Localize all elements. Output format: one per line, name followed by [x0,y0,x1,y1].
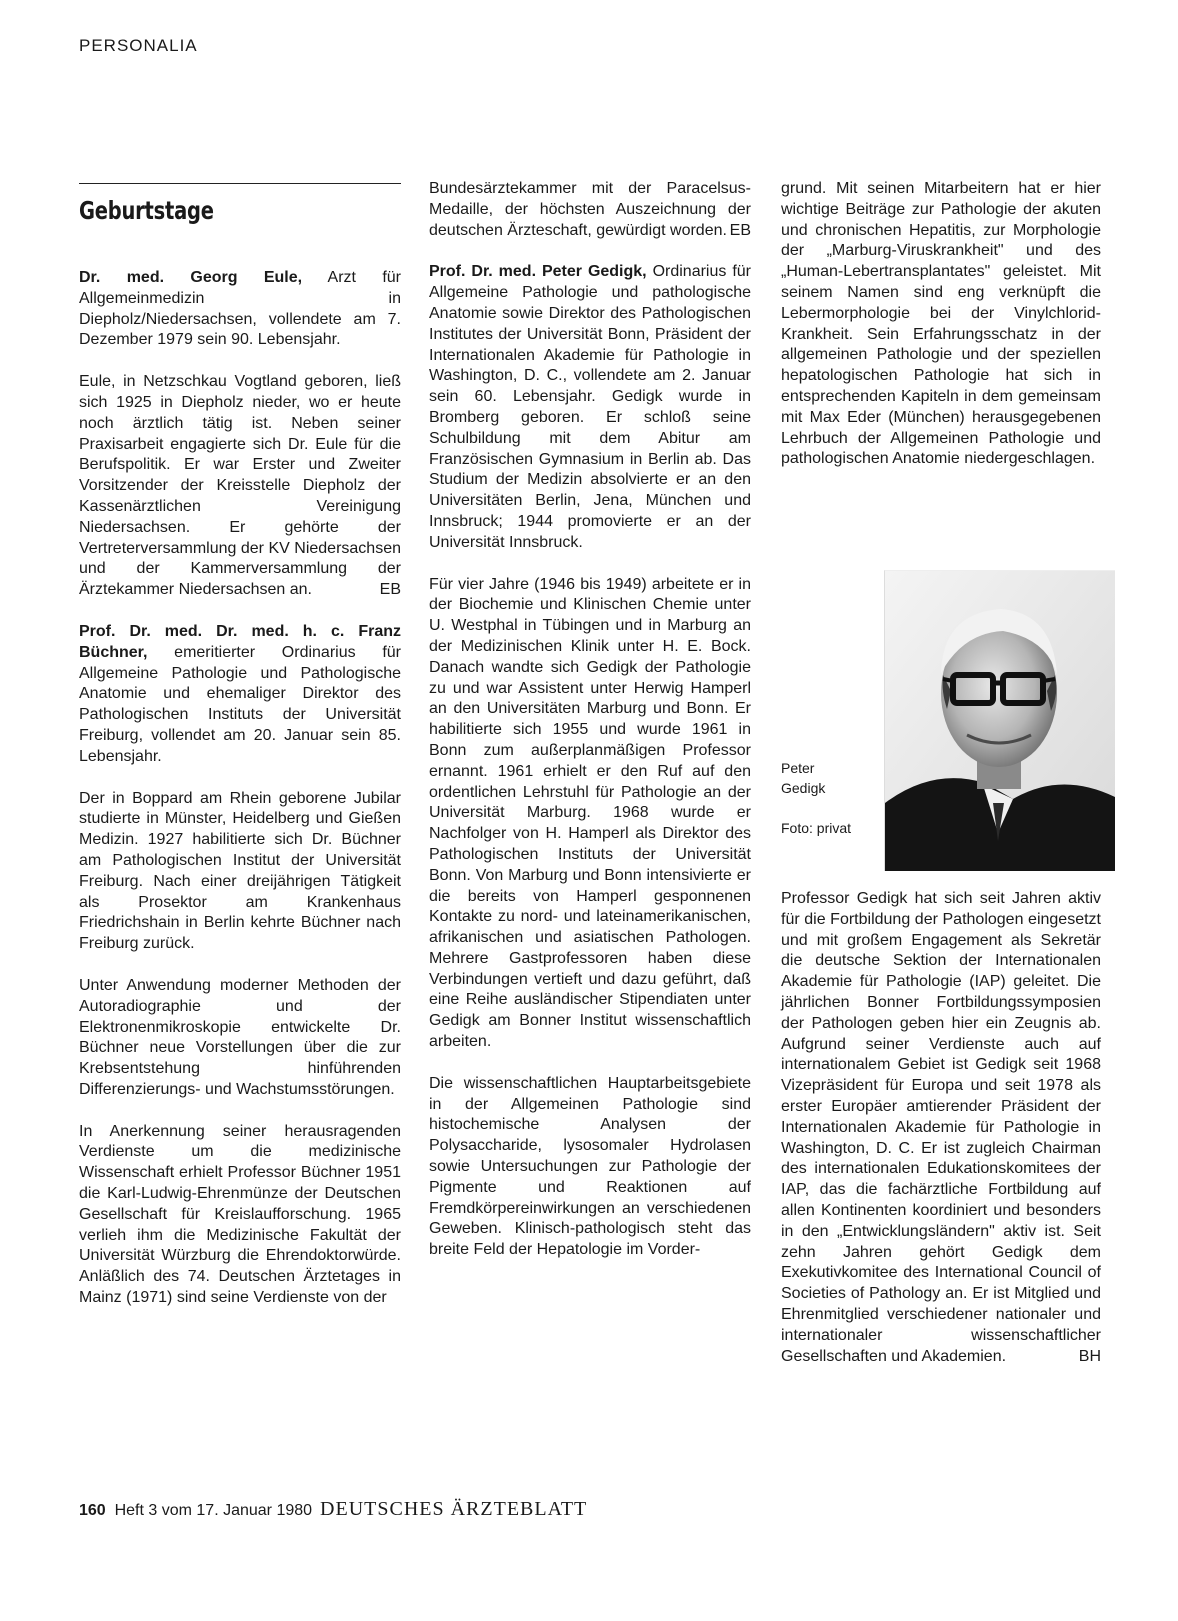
author-signature: EB [379,581,401,599]
paragraph-eule-intro: Dr. med. Georg Eule, Arzt für Allgemeinmedizin in Diepholz/Niedersachsen, vollendete am 7. Dezember 1979 sein 90. Lebensjahr. [79,269,402,349]
photo-credit: Foto: privat [781,820,852,836]
issue-info: Heft 3 vom 17. Januar 1980 [114,1502,313,1519]
paragraph-buechner-research: Unter Anwendung moderner Methoden der Autoradiographie und der Elektronenmikroskopie entwickelte Dr. Büchner neue Vorstellungen über die zur Krebsentstehung hinführenden Differenzierungs- und Wachstumsstörungen. [79,976,401,1098]
paragraph-gedigk-career: Für vier Jahre (1946 bis 1949) arbeitete er in der Biochemie und Klinischen Chemie unter U. Westphal in Tübingen und in Marburg an der Medizinischen Klinik unter H. E. Bock. Danach wandte sich Gedigk der Pathologie zu und war Assistent unter Herwig Hamperl an den Universitäten Marburg und Bonn. Er habilitierte sich 1955 und wurde 1961 in Bonn zum außerplanmäßigen Professor ernannt. 1961 erhielt er den Ruf auf den ordentlichen Lehrstuhl für Pathologie an der Universität Marburg. 1968 wurde er Nachfolger von H. Hamperl als Direktor des Pathologischen Instituts der Universität Bonn. Von Marburg und Bonn intensivierte er die bereits von Hamperl gesponnenen Kontakte zu nord- und lateinamerikanischen, afrikanischen und asiatischen Pathologen. Mehrere Gastprofessoren haben diese Verbindungen vertieft und dazu geführt, daß eine Reihe ausländischer Stipendiaten unter Gedigk am Bonner Institut wissenschaftlich arbeiten. [429,575,751,1051]
page-number: 160 [79,1502,106,1519]
column-1 [79,268,401,1309]
paragraph-buechner-intro: Prof. Dr. med. Dr. med. h. c. Franz Büchner, emeritierter Ordinarius für Allgemeine Pathologie und Pathologische Anatomie und ehemaliger Direktor des Pathologischen Instituts der Universität Freiburg, vollendet am 20. Januar sein 85. Lebensjahr. [79,622,401,765]
page-footer [79,1498,587,1521]
portrait-photo [884,570,1115,871]
paragraph-buechner-honors-cont: Bundesärztekammer mit der Paracelsus-Medaille, der höchsten Auszeichnung der deutschen Ärzteschaft, gewürdigt worden. EB [429,179,751,241]
column-3-bottom [781,889,1101,1367]
author-signature: BH [1078,1347,1101,1365]
column-2 [429,179,751,1261]
column-3-top [781,179,1101,470]
photo-caption-name: Peter Gedigk [781,760,826,796]
author-signature: EB [729,221,751,239]
paragraph-gedigk-research-cont: grund. Mit seinen Mitarbeitern hat er hier wichtige Beiträge zur Pathologie der akuten und chronischen Hepatitis, zur Morphologie der „Marburg-Viruskrankheit" und des „Human-Lebertransplantates" geleistet. Mit seinem Namen sind eng verknüpft die Lebermorphologie bei der Vinylchlorid-Krankheit. Sein Erfahrungsschatz in der allgemeinen Pathologie und der speziellen hepatologischen Pathologie hat sich in entsprechenden Kapiteln in dem gemeinsam mit Max Eder (München) herausgegebenen Lehrbuch der Allgemeinen Pathologie und pathologischen Anatomie niedergeschlagen. [781,180,1101,468]
person-name: Dr. med. Georg Eule, [79,269,303,286]
portrait-image [885,571,1115,871]
paragraph-gedigk-intro: Prof. Dr. med. Peter Gedigk, Ordinarius für Allgemeine Pathologie und pathologische Anatomie sowie Direktor des Pathologischen Institutes der Universität Bonn, Präsident der Internationalen Akademie für Pathologie in Washington, D. C., vollendete am 2. Januar sein 60. Lebensjahr. Gedigk wurde in Bromberg geboren. Er schloß seine Schulbildung mit dem Abitur am Französischen Gymnasium in Berlin ab. Das Studium der Medizin absolvierte er an den Universitäten Berlin, Jena, München und Innsbruck; 1944 promovierte er an der Universität Innsbruck. [429,263,751,551]
page-title: Geburtstage [79,196,214,225]
person-name: Prof. Dr. med. Dr. med. h. c. Franz Büchner, [79,622,401,661]
section-label: PERSONALIA [79,36,198,55]
paragraph-buechner-honors: In Anerkennung seiner herausragenden Verdienste um die medizinische Wissenschaft erhielt Professor Büchner 1951 die Karl-Ludwig-Ehrenmünze der Deutschen Gesellschaft für Kreislaufforschung. 1965 verlieh ihm die Medizinische Fakultät der Universität Würzburg die Ehrendoktorwürde. Anläßlich des 74. Deutschen Ärztetages in Mainz (1971) sind seine Verdienste von der [79,1122,401,1307]
heading-rule [79,183,401,184]
paragraph-gedigk-research: Die wissenschaftlichen Hauptarbeitsgebiete in der Allgemeinen Pathologie sind histochemische Analysen der Polysaccharide, lysosomaler Hydrolasen sowie Untersuchungen zur Pathologie der Pigmente und Reaktionen auf Fremdkörpereinwirkungen an verschiedenen Geweben. Klinisch-pathologisch steht das breite Feld der Hepatologie im Vorder- [429,1074,751,1259]
paragraph-buechner-career: Der in Boppard am Rhein geborene Jubilar studierte in Münster, Heidelberg und Gießen Medizin. 1927 habilitierte sich Dr. Büchner am Pathologischen Institut der Universität Freiburg. Nach einer dreijährigen Tätigkeit als Prosektor am Krankenhaus Friedrichshain in Berlin kehrte Büchner nach Freiburg zurück. [79,789,401,953]
magazine-name: DEUTSCHES ÄRZTEBLATT [320,1498,588,1520]
paragraph-gedigk-education: Professor Gedigk hat sich seit Jahren aktiv für die Fortbildung der Pathologen eingesetzt und mit großem Engagement als Sekretär die deutsche Sektion der Internationalen Akademie für Pathologie (IAP) geleitet. Die jährlichen Bonner Fortbildungssymposien der Pathologen geben hier ein Zeugnis ab. Aufgrund seiner Verdienste auch auf internationalem Gebiet ist Gedigk seit 1968 Vizepräsident für Europa und seit 1978 als erster Europäer amtierender Präsident der Internationalen Akademie für Pathologie in Washington, D. C. Er ist zugleich Chairman des internationalen Edukationskomitees der IAP, das die fachärztliche Fortbildung auf allen Kontinenten koordiniert und besonders in den „Entwicklungsländern" aktiv ist. Seit zehn Jahren gehört Gedigk dem Exekutivkomitee des International Council of Societies of Pathology an. Er ist Mitglied und Ehrenmitglied verschiedener nationaler und internationaler wissenschaftlicher Gesellschaften und Akademien. BH [781,889,1101,1367]
person-name: Prof. Dr. med. Peter Gedigk, [429,263,647,281]
paragraph-eule-bio: Eule, in Netzschkau Vogtland geboren, ließ sich 1925 in Diepholz nieder, wo er heute noch ärztlich tätig ist. Neben seiner Praxisarbeit engagierte sich Dr. Eule für die Berufspolitik. Er war Erster und Zweiter Vorsitzender der Kreisstelle Diepholz der Kassenärztlichen Vereinigung Niedersachsen. Er gehörte der Vertreterversammlung der KV Niedersachsen und der Kammerversammlung der Ärztekammer Niedersachsen an. EB [79,372,401,601]
